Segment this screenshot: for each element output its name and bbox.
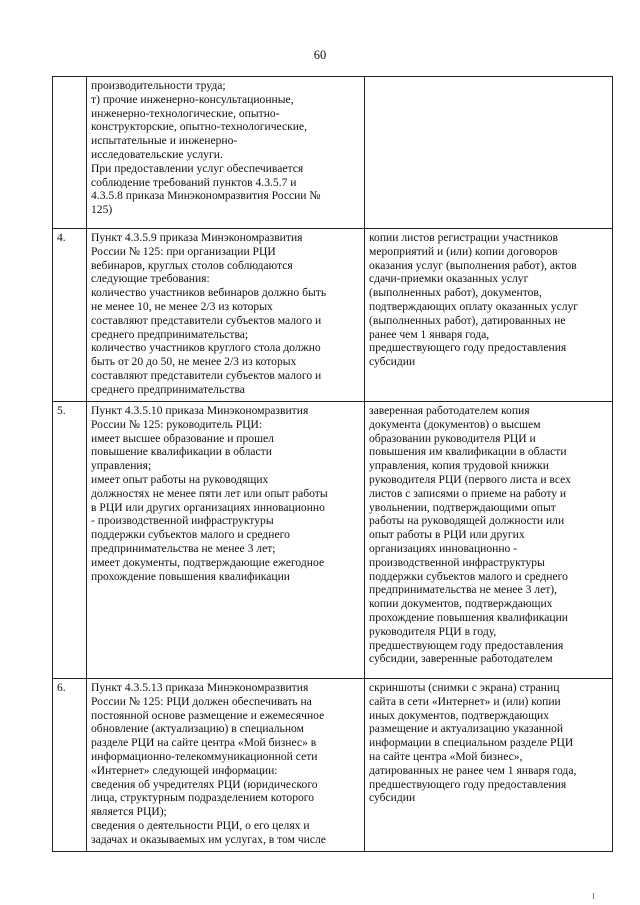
text-line: производственной инфраструктуры <box>369 555 545 569</box>
text-line: (выполненных работ), датированных не <box>369 313 566 327</box>
row-number-cell: 5. <box>53 402 87 679</box>
document-cell <box>365 402 613 679</box>
text-line: опыт работы в РЦИ или других <box>369 528 525 542</box>
text-line: предпринимательства не менее 3 лет), <box>369 583 558 597</box>
text-line: увольнении, подтверждающими опыт <box>369 500 556 514</box>
text-line: заверенная работодателем копия <box>369 404 530 417</box>
text-line: исследовательские услуги. <box>91 147 223 161</box>
text-line: субсидии <box>369 791 416 805</box>
text-line: Пункт 4.3.5.13 приказа Минэкономразвития <box>91 681 309 694</box>
text-line: среднего предпринимательства <box>91 382 245 396</box>
row-number-cell: 4. <box>53 229 87 402</box>
text-line: поддержки субъектов малого и среднего <box>91 528 290 542</box>
text-line: При предоставлении услуг обеспечивается <box>91 161 304 175</box>
text-line: имеет высшее образование и прошел <box>91 431 274 445</box>
text-line: на сайте центра «Мой бизнес», <box>369 749 523 763</box>
text-line: образовании руководителя РЦИ и <box>369 431 536 445</box>
text-line: Пункт 4.3.5.10 приказа Минэкономразвития <box>91 404 309 417</box>
text-line: копии листов регистрации участников <box>369 231 558 244</box>
text-line: разделе РЦИ на сайте центра «Мой бизнес» в <box>91 736 317 750</box>
text-line: подтверждающих оплату оказанных услуг <box>369 299 579 313</box>
table-row <box>53 77 613 229</box>
text-line: производительности труда; <box>91 79 226 92</box>
text-line: в РЦИ или других организациях инновационно <box>91 500 325 514</box>
text-line: составляют представители субъектов малого и <box>91 368 322 382</box>
page-number: 60 <box>313 48 327 62</box>
text-line: скриншоты (снимки с экрана) страниц <box>369 681 560 694</box>
text-line: сдачи-приемки оказанных услуг <box>369 272 529 286</box>
text-line: предшествующего году предоставления <box>369 341 567 355</box>
text-line: листов с записями о приеме на работу и <box>369 486 567 500</box>
text-line: имеет документы, подтверждающие ежегодное <box>91 555 325 569</box>
text-line: информации в специальном разделе РЦИ <box>369 736 574 750</box>
requirement-cell <box>87 402 365 679</box>
text-line: (выполненных работ), документов, <box>369 286 542 300</box>
text-line: России № 125: РЦИ должен обеспечивать на <box>91 694 312 708</box>
text-line: лица, структурным подразделением которого <box>91 791 315 805</box>
text-line: сведения об учредителях РЦИ (юридического <box>91 777 318 791</box>
document-cell <box>365 229 613 402</box>
text-line: составляют представители субъектов малого и <box>91 313 322 327</box>
text-line: 125) <box>91 203 113 217</box>
text-line: 4.3.5.8 приказа Минэкономразвития России № <box>91 189 321 203</box>
text-line: вебинаров, круглых столов соблюдаются <box>91 258 293 272</box>
text-line: сайта в сети «Интернет» и (или) копии <box>369 694 561 708</box>
row-number-cell <box>53 77 87 229</box>
text-line: постоянной основе размещение и ежемесячное <box>91 708 325 722</box>
text-line: иных документов, подтверждающих <box>369 708 549 722</box>
text-line: не менее 10, не менее 2/3 из которых <box>91 299 273 313</box>
text-line: информационно-телекоммуникационной сети <box>91 749 318 763</box>
document-cell <box>365 679 613 852</box>
text-line: - производственной инфраструктуры <box>91 514 274 528</box>
text-line: руководителя РЦИ в году, <box>369 624 497 638</box>
text-line: прохождение повышения квалификации <box>91 569 290 583</box>
text-line: оказания услуг (выполнения работ), актов <box>369 258 577 272</box>
text-line: субсидии, заверенные работодателем <box>369 652 553 666</box>
document-cell <box>365 77 613 229</box>
text-line: обновление (актуализацию) в специальном <box>91 722 304 736</box>
text-line: копии документов, подтверждающих <box>369 597 553 611</box>
text-line: испытательные и инженерно- <box>91 134 238 148</box>
text-line: руководителя РЦИ (первого листа и всех <box>369 472 571 486</box>
text-line: инженерно-технологические, опытно- <box>91 106 280 120</box>
text-line: предшествующем году предоставления <box>369 638 564 652</box>
text-line: т) прочие инженерно-консультационные, <box>91 92 294 106</box>
text-line: субсидии <box>369 355 416 369</box>
text-line: предпринимательства не менее 3 лет; <box>91 541 276 555</box>
table-row <box>53 229 613 402</box>
text-line: организациях инновационно - <box>369 541 518 555</box>
text-line: повышение квалификации в области <box>91 445 272 459</box>
table-row <box>53 402 613 679</box>
text-line: количество участников круглого стола должно <box>91 341 321 355</box>
text-line: «Интернет» следующей информации: <box>91 763 278 777</box>
text-line: России № 125: при организации РЦИ <box>91 244 276 258</box>
requirement-cell <box>87 77 365 229</box>
text-line: Пункт 4.3.5.9 приказа Минэкономразвития <box>91 231 303 244</box>
text-line: является РЦИ); <box>91 805 167 819</box>
text-line: быть от 20 до 50, не менее 2/3 из которых <box>91 355 297 369</box>
text-line: управления; <box>91 459 152 473</box>
text-line: управления, копия трудовой книжки <box>369 459 550 473</box>
text-line: задачах и оказываемых им услугах, в том числе <box>91 832 326 846</box>
table-row <box>53 679 613 852</box>
text-line: размещение и актуализацию указанной <box>369 722 564 736</box>
text-line: соблюдение требований пунктов 4.3.5.7 и <box>91 175 297 189</box>
text-line: конструкторские, опытно-технологические, <box>91 120 308 134</box>
text-line: имеет опыт работы на руководящих <box>91 472 269 486</box>
text-line: поддержки субъектов малого и среднего <box>369 569 568 583</box>
text-line: России № 125: руководитель РЦИ: <box>91 417 263 431</box>
text-line: следующие требования: <box>91 272 210 286</box>
requirement-cell <box>87 229 365 402</box>
requirements-table <box>52 76 613 852</box>
scan-mark <box>593 893 594 899</box>
text-line: должностях не менее пяти лет или опыт работы <box>91 486 328 500</box>
row-number-cell: 6. <box>53 679 87 852</box>
text-line: повышения им квалификации в области <box>369 445 567 459</box>
text-line: датированных не ранее чем 1 января года, <box>369 763 577 777</box>
text-line: работы на руководящей должности или <box>369 514 565 528</box>
text-line: прохождение повышения квалификации <box>369 610 568 624</box>
text-line: количество участников вебинаров должно быть <box>91 286 327 300</box>
text-line: сведения о деятельности РЦИ, о его целях и <box>91 818 310 832</box>
text-line: предшествующего году предоставления <box>369 777 567 791</box>
table-body <box>53 77 613 852</box>
requirement-cell <box>87 679 365 852</box>
text-line: среднего предпринимательства; <box>91 327 249 341</box>
text-line: мероприятий и (или) копии договоров <box>369 244 558 258</box>
text-line: ранее чем 1 января года, <box>369 327 490 341</box>
text-line: документа (документов) о высшем <box>369 417 541 431</box>
